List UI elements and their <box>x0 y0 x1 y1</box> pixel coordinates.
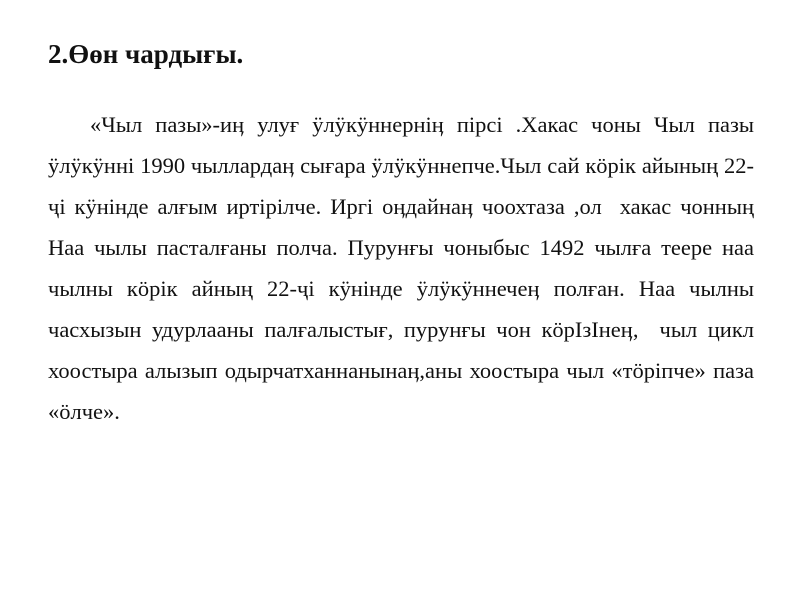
slide-paragraph: «Чыл пазы»-иӊ улуғ ӱлӱкӱннернiӊ пiрсi .Хакас чоны Чыл пазы ӱлӱкӱннi 1990 чыллардаӊ сығара ӱлӱкӱннепче.Чыл сай кӧрiк айының 22-ҷi кӱнiнде алғым иртiрiлче. Иргi оӊдайнаӊ чоохтаза ,ол хакас чонның Наа чылы пасталғаны полча. Пурунғы чоныбыс 1492 чылға теере наа чылны кӧрiк айның 22-ҷi кӱнiнде ӱлӱкӱннечеӊ полған. Наа чылны часхызын удурлааны палғалыстығ, пурунғы чон кӧрIзIнеӊ, чыл цикл хоостыра алызып одырчатханнанынаӊ,аны хоостыра чыл «тӧрiпче» паза «ӧлче». <box>48 112 760 424</box>
slide-heading: 2.Өөн чардығы. <box>48 39 244 69</box>
